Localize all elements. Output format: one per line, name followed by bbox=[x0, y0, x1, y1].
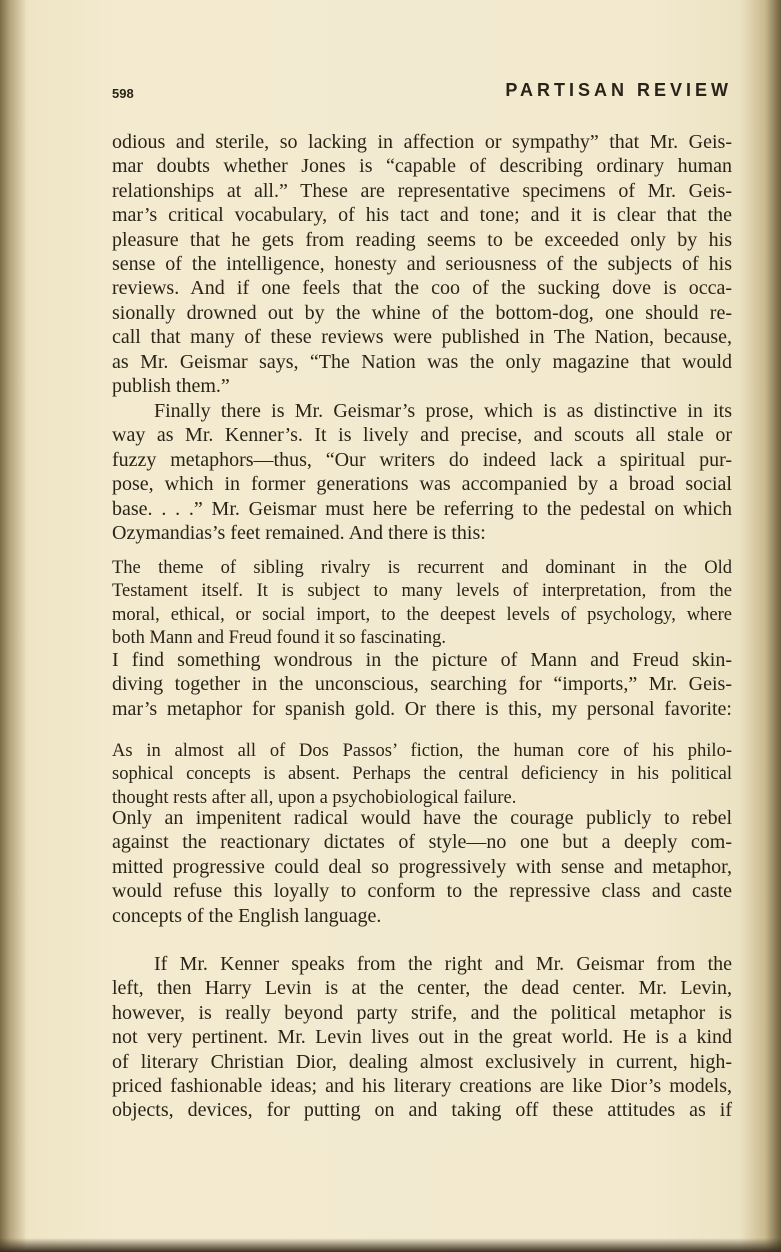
page-bottom-edge bbox=[0, 1238, 781, 1252]
quote-line: sophical concepts is absent. Perhaps the central deficiency in his political bbox=[112, 764, 732, 785]
text-line: mar’s metaphor for spanish gold. Or there is this, my personal favorite: bbox=[112, 697, 732, 720]
paragraph-2 bbox=[112, 399, 732, 545]
text-line: left, then Harry Levin is at the center, the dead center. Mr. Levin, bbox=[112, 977, 732, 1000]
text-line: mar doubts whether Jones is “capable of describing ordinary human bbox=[112, 155, 732, 178]
text-line: call that many of these reviews were published in The Nation, because, bbox=[112, 326, 732, 349]
text-line: however, is really beyond party strife, and the political metaphor is bbox=[112, 1001, 732, 1024]
quote-line: moral, ethical, or social import, to the deepest levels of psychology, where bbox=[112, 604, 732, 625]
paragraph-4 bbox=[112, 806, 732, 928]
text-line: concepts of the English language. bbox=[112, 904, 382, 927]
text-line: I find something wondrous in the picture of Mann and Freud skin- bbox=[112, 649, 732, 671]
text-line: base. . . .” Mr. Geismar must here be referring to the pedestal on which bbox=[112, 497, 732, 520]
paragraph-5 bbox=[112, 952, 732, 1123]
text-line: Finally there is Mr. Geismar’s prose, which is as distinctive in its bbox=[154, 400, 732, 422]
paragraph-3 bbox=[112, 648, 732, 721]
quote-line: As in almost all of Dos Passos’ fiction, the human core of his philo- bbox=[112, 741, 732, 761]
running-head: PARTISAN REVIEW bbox=[505, 80, 732, 100]
quote-line: both Mann and Freud found it so fascinating. bbox=[112, 627, 446, 648]
text-line: publish them.” bbox=[112, 375, 230, 398]
text-line: Only an impenitent radical would have the courage publicly to rebel bbox=[112, 807, 732, 829]
page-header bbox=[112, 80, 732, 108]
text-line: against the reactionary dictates of style—no one but a deeply com- bbox=[112, 831, 732, 854]
block-quote-1 bbox=[112, 557, 732, 650]
quote-line: Testament itself. It is subject to many levels of interpretation, from the bbox=[112, 581, 732, 602]
text-line: objects, devices, for putting on and taking off these attitudes as if bbox=[112, 1099, 732, 1122]
text-line: Ozymandias’s feet remained. And there is this: bbox=[112, 522, 486, 545]
text-line: pose, which in former generations was accompanied by a broad social bbox=[112, 473, 732, 496]
quote-line: The theme of sibling rivalry is recurrent and dominant in the Old bbox=[112, 558, 732, 578]
text-line: relationships at all.” These are representative specimens of Mr. Geis- bbox=[112, 179, 732, 202]
text-line: pleasure that he gets from reading seems to be exceeded only by his bbox=[112, 228, 732, 251]
quote-line: thought rests after all, upon a psychobiological failure. bbox=[112, 787, 517, 808]
book-spine-shadow bbox=[0, 0, 26, 1252]
text-line: diving together in the unconscious, searching for “imports,” Mr. Geis- bbox=[112, 673, 732, 696]
text-line: not very pertinent. Mr. Levin lives out in the great world. He is a kind bbox=[112, 1026, 732, 1049]
text-line: mar’s critical vocabulary, of his tact and tone; and it is clear that the bbox=[112, 204, 732, 227]
text-line: If Mr. Kenner speaks from the right and Mr. Geismar from the bbox=[154, 953, 732, 975]
text-line: sionally drowned out by the whine of the bottom-dog, one should re- bbox=[112, 301, 732, 324]
text-line: odious and sterile, so lacking in affection or sympathy” that Mr. Geis- bbox=[112, 131, 732, 153]
text-line: would refuse this loyally to conform to the repressive class and caste bbox=[112, 880, 732, 903]
text-line: mitted progressive could deal so progressively with sense and metaphor, bbox=[112, 855, 732, 878]
text-line: of literary Christian Dior, dealing almost exclusively in current, high- bbox=[112, 1050, 732, 1073]
text-line: sense of the intelligence, honesty and seriousness of the subjects of his bbox=[112, 253, 732, 276]
text-line: reviews. And if one feels that the coo of the sucking dove is occa- bbox=[112, 277, 732, 300]
text-line: priced fashionable ideas; and his literary creations are like Dior’s models, bbox=[112, 1075, 732, 1098]
paragraph-1 bbox=[112, 130, 732, 398]
text-line: way as Mr. Kenner’s. It is lively and precise, and scouts all stale or bbox=[112, 424, 732, 447]
text-line: fuzzy metaphors—thus, “Our writers do indeed lack a spiritual pur- bbox=[112, 448, 732, 471]
page-number: 598 bbox=[112, 86, 134, 101]
block-quote-2 bbox=[112, 740, 732, 810]
text-line: as Mr. Geismar says, “The Nation was the only magazine that would bbox=[112, 350, 732, 373]
